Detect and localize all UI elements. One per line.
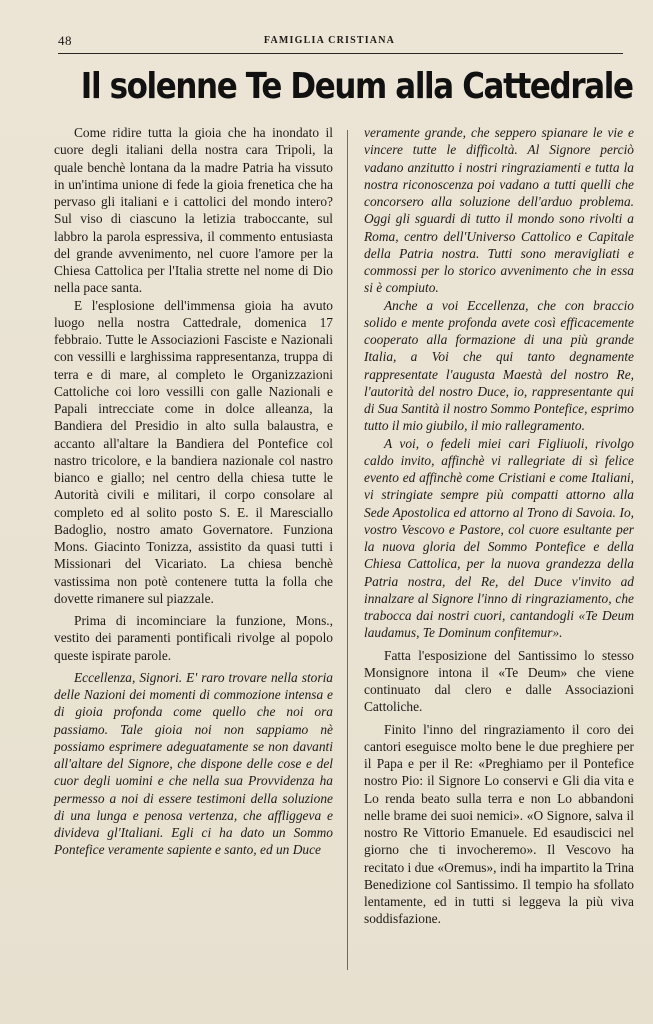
speech-paragraph: A voi, o fedeli miei cari Figliuoli, rivolgo caldo invito, affinchè vi rallegriate di sì felice evento ed affinchè come Cristiani e come Italiani, vi stringiate sempre più compatti attorno alla Sede Apostolica ed attorno al Trono di Savoia. Io, vostro Vescovo e Pastore, col cuore esultante per la nuova gloria del Sommo Pontefice e della Chiesa Cattolica, per la nuova grandezza della Patria nostra, del Re, del Duce v'invito ad innalzare al Signore l'inno di ringraziamento, che trabocca dai nostri cuori, cantandogli «Te Deum laudamus, Te Dominum confitemur». [364,435,634,641]
speech-paragraph: veramente grande, che seppero spianare le vie e vincere tutte le difficoltà. Al Signore perciò vadano anzitutto i nostri ringraziamenti e tutta la nostra riconoscenza poi vadano a tutti quelli che concorsero alla soluzione dell'arduo problema. Oggi gli sguardi di tutto il mondo sono rivolti a Roma, centro dell'Universo Cattolico e Capitale della Patria nostra. Tutti sono meravigliati e commossi per lo storico avvenimento che in essa si è compiuto. [364,125,634,296]
article-paragraph: Prima di incominciare la funzione, Mons., vestito dei paramenti pontificali rivolge al popolo queste ispirate parole. [54,613,333,663]
article-paragraph: Fatta l'esposizione del Santissimo lo stesso Monsignore intona il «Te Deum» che viene continuato dal clero e dalle Associazioni Cattoliche. [364,647,634,715]
right-column [364,124,634,928]
left-column [54,124,333,859]
article-paragraph: E l'esplosione dell'immensa gioia ha avuto luogo nella nostra Cattedrale, domenica 17 febbraio. Tutte le Associazioni Fasciste e Nazionali con vessilli e larghissima rappresentanza, truppa di terra e di mare, al completo le Organizzazioni Cattoliche coi loro vessilli con galle Nazionali e Papali intrecciate come in dolce alleanza, la Bandiera del Presidio in alto sulla balaustra, e accanto all'altare la Bandiera del Pontefice col nastro tricolore, e la bandiera nazionale col nastro bianco e giallo; nel centro della chiesa tutte le Autorità civili e militari, il corpo consolare al completo ed al solito posto S. E. il Maresciallo Badoglio, nostro amato Governatore. Funziona Mons. Giacinto Tonizza, assistito da quasi tutti i Missionari del Vicariato. La chiesa benchè vastissima non potè contenere tutta la folla che dovette rimanere sul piazzale. [54,297,333,606]
header-rule [58,53,623,54]
running-head [58,33,601,51]
masthead: FAMIGLIA CRISTIANA [263,35,396,46]
article-paragraph: Finito l'inno del ringraziamento il coro dei cantori eseguisce molto bene le due preghiere per il Papa e per il Re: «Preghiamo per il Pontefice nostro Pio: il Signore Lo conservi e Gli dia vita e Lo renda beato sulla terra e non Lo abbandoni nelle brame dei suoi nemici». «O Signore, salva il nostro Re Vittorio Emanuele. Ed esaudiscici nel giorno che ti invocheremo». Il Vescovo ha recitato i due «Oremus», indi ha impartito la Trina Benedizione col Santissimo. Il tempio ha sfollato lentamente, ed in tutti si leggeva la più viva soddisfazione. [364,721,634,927]
column-divider [347,130,348,970]
page-number: 48 [58,33,72,48]
speech-paragraph: Eccellenza, Signori. E' raro trovare nella storia delle Nazioni dei momenti di commozione intensa e di gioia profonda come quello che noi ora passiamo. Tale gioia noi non sappiamo nè possiamo esprimere adeguatamente se non davanti all'altare del Signore, che dispone delle cose e del cuor degli uomini e che nella sua Provvidenza ha permesso a noi di essere testimoni della soluzione di una lunga e penosa vertenza, che affliggeva e divideva gl'Italiani. Egli ci ha dato un Sommo Pontefice veramente sapiente e santo, ed un Duce [54,669,333,858]
article-paragraph: Come ridire tutta la gioia che ha inondato il cuore degli italiani della nostra cara Tripoli, la quale benchè lontana da la madre Patria ha vissuto in un'intima unione di fede la gioia frenetica che ha pervaso gli italiani e i cattolici del mondo intero? Sul viso di ciascuno la letizia traboccante, sul labbro la parola espressiva, il commento entusiasta del grande avvenimento, nel cuore l'amore per la Chiesa Cattolica per l'Italia strette nel nome di Dio nella pace santa. [54,125,333,296]
article-title: Il solenne Te Deum alla Cattedrale [80,66,633,107]
speech-paragraph: Anche a voi Eccellenza, che con braccio solido e mente profonda avete così efficacemente cooperato alla formazione di una più grande Italia, a Voi che qui tanto degnamente rappresentate l'augusta Maestà del nostro Re, l'autorità del nostro Duce, io, rappresentante qui di Sua Santità il nostro Sommo Pontefice, esprimo tutto il mio giubilo, il mio rallegramento. [364,297,634,434]
